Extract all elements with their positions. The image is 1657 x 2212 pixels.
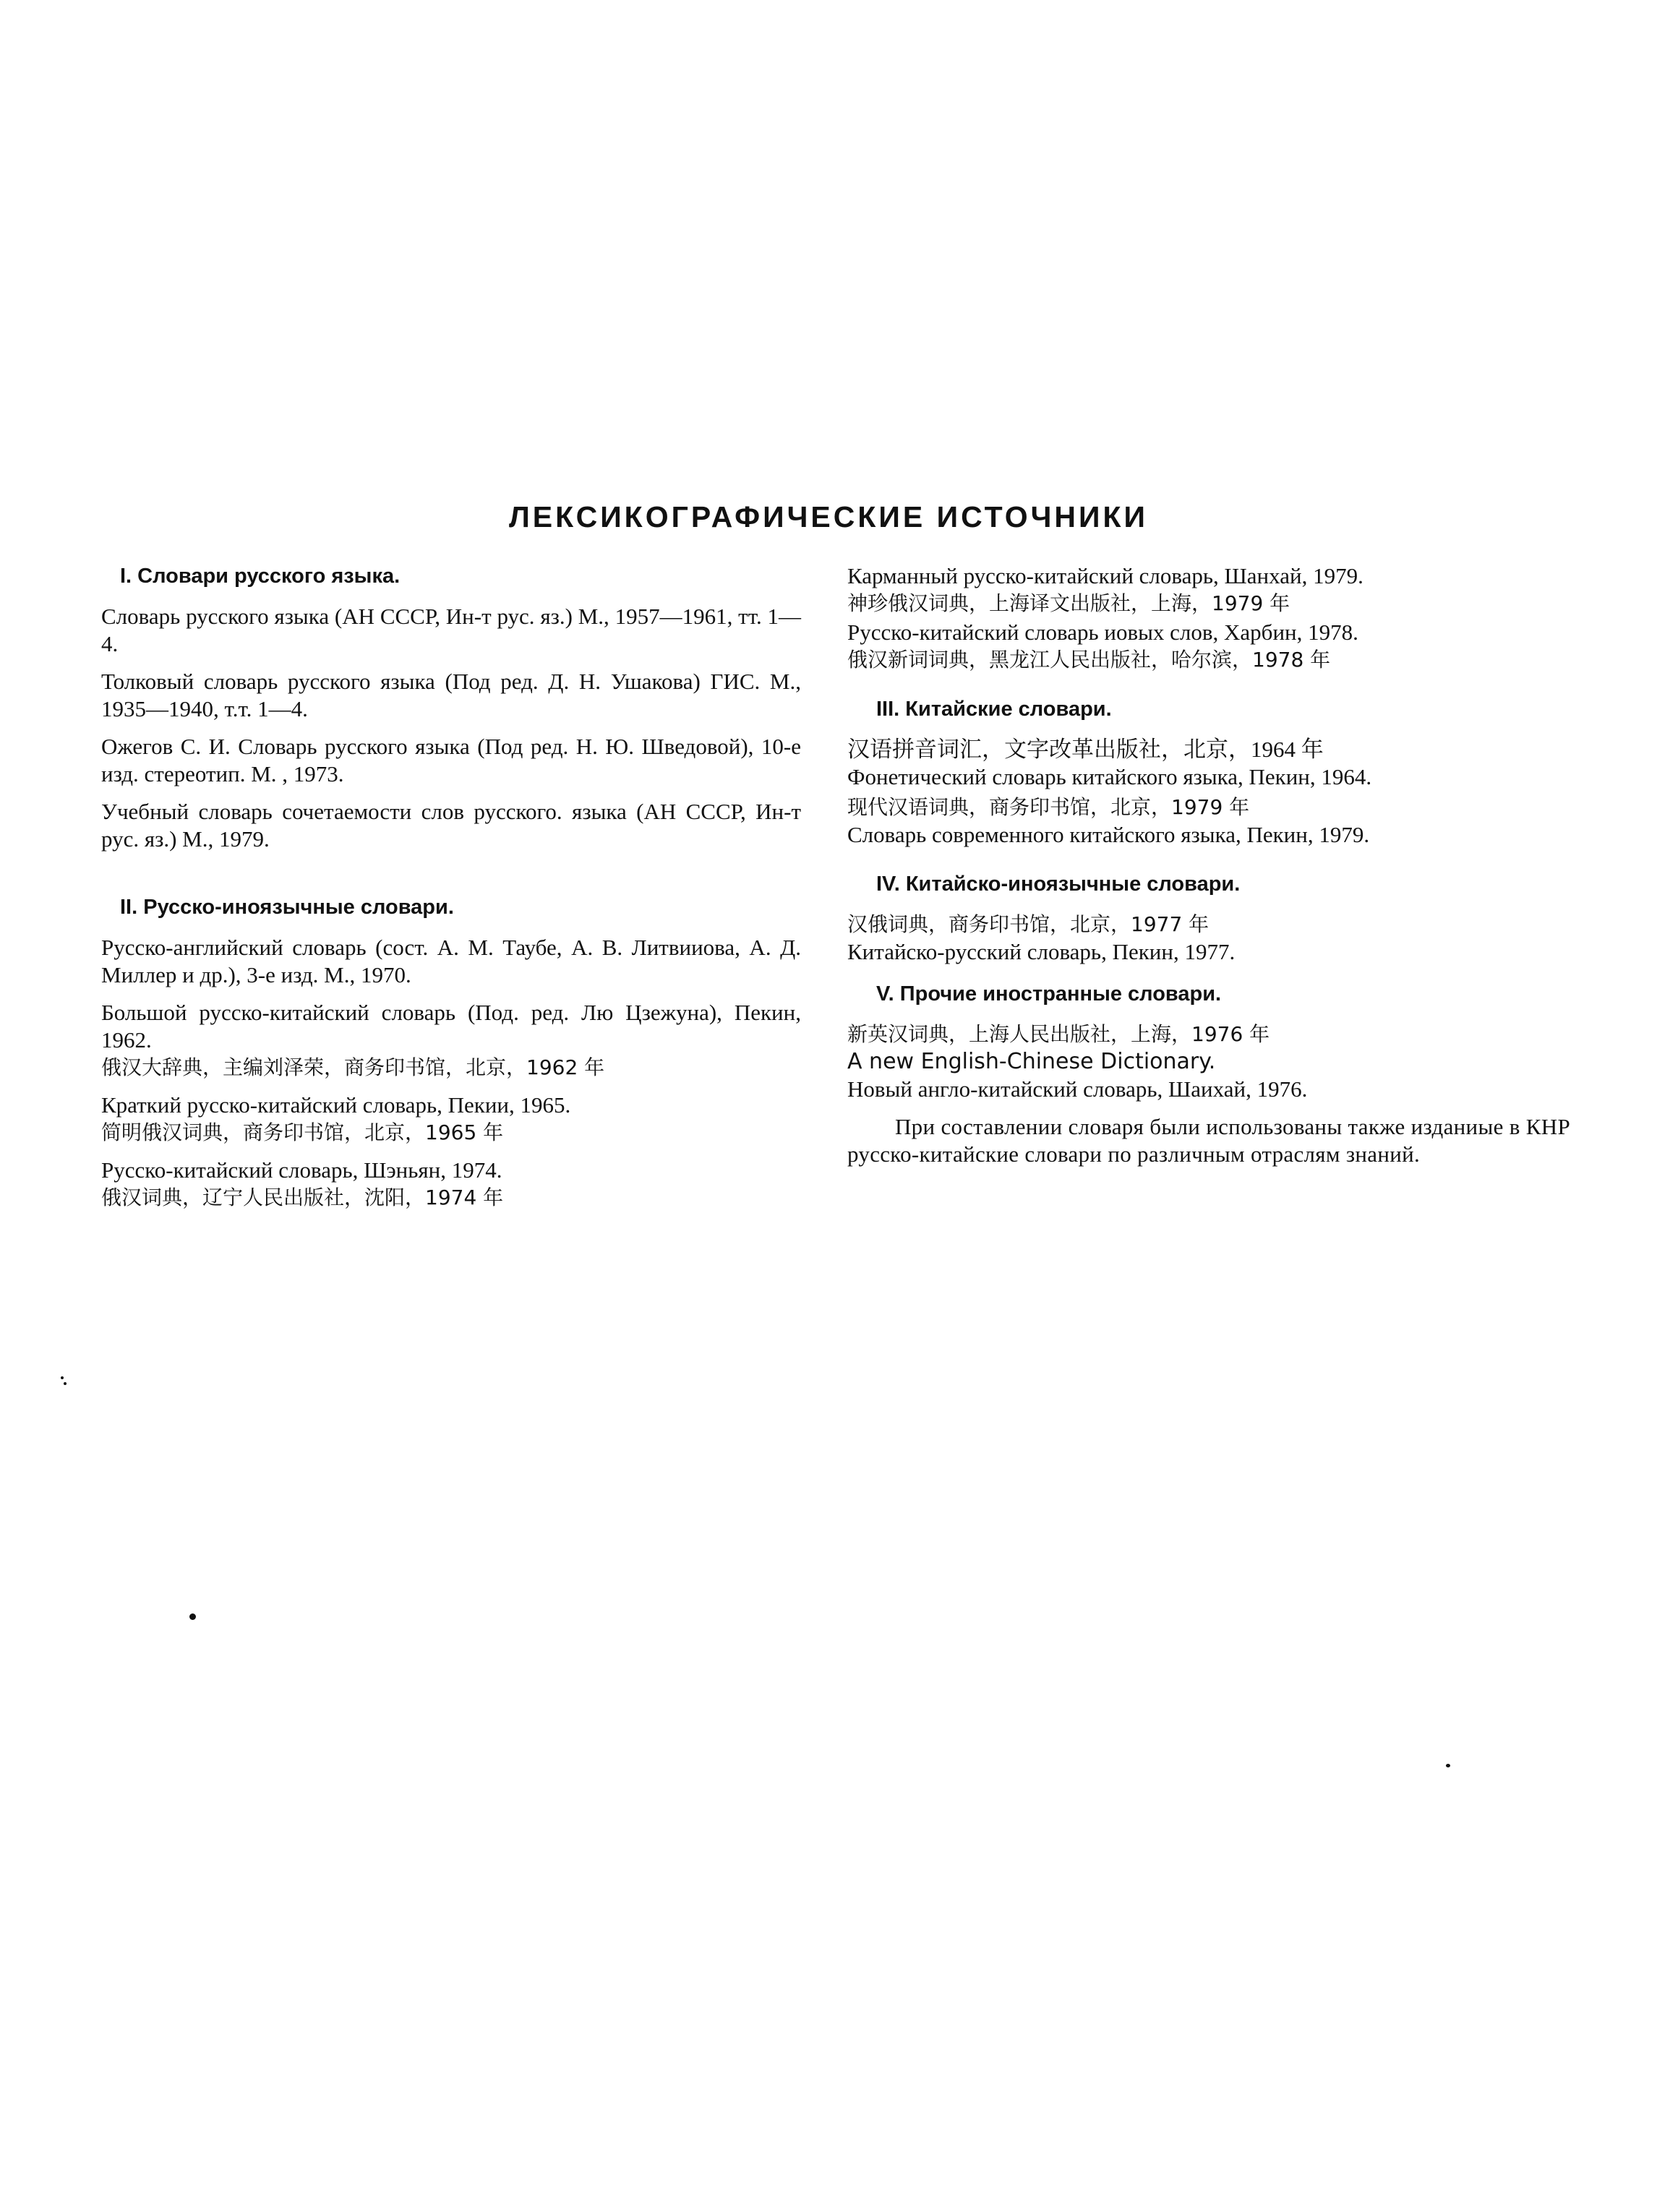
section-heading: V. Прочие иностранные словари.: [876, 982, 1222, 1006]
section-continued-entries: [847, 562, 1570, 674]
bib-entry-chinese: 俄汉新词词典，黑龙江人民出版社，哈尔滨，1978 年: [847, 648, 1331, 672]
bib-entry-chinese: 俄汉大辞典，主编刘泽荣，商务印书馆，北京，1962 年: [101, 1055, 605, 1079]
section-russian-foreign-dictionaries: [101, 893, 801, 1212]
bib-entry-chinese: 现代汉语词典，商务印书馆，北京，1979 年: [847, 795, 1250, 819]
section-heading: II. Русско-иноязычные словари.: [120, 896, 454, 919]
page-title: ЛЕКСИКОГРАФИЧЕСКИЕ ИСТОЧНИКИ: [509, 500, 1148, 533]
bib-entry: Учебный словарь сочетаемости слов русского. языка (АН СССР, Ин-т рус. яз.) М., 1979.: [101, 799, 801, 852]
bib-entry: Краткий русско-китайский словарь, Пекии, 1965.: [101, 1092, 571, 1118]
scan-speck: [1446, 1764, 1450, 1767]
bib-entry-chinese: 俄汉词典，辽宁人民出版社，沈阳，1974 年: [101, 1186, 504, 1209]
bib-entry: Китайско-русский словарь, Пекин, 1977.: [847, 939, 1236, 964]
bib-entry-chinese: 新英汉词典，上海人民出版社，上海，1976 年: [847, 1022, 1270, 1046]
bib-entry: Ожегов С. И. Словарь русского языка (Под ред. Н. Ю. Шведовой), 10-е изд. стереотип. М. , 1973.: [101, 734, 801, 786]
section-chinese-foreign-dictionaries: [847, 870, 1570, 966]
section-heading: III. Китайские словари.: [876, 698, 1112, 721]
bib-entry: Русско-китайский словарь иовых слов, Харбин, 1978.: [847, 620, 1358, 645]
closing-note: При составлении словаря были использованы также изданиые в КНР русско-китайские словари по различным отраслям знаний.: [847, 1114, 1570, 1167]
section-other-foreign-dictionaries: [847, 980, 1570, 1168]
scan-speck: [64, 1382, 67, 1385]
section-chinese-dictionaries: [847, 695, 1570, 849]
right-column: [847, 562, 1570, 1188]
bib-entry-chinese: 神珍俄汉词典，上海译文出版社，上海，1979 年: [847, 591, 1290, 615]
scan-speck: [61, 1376, 64, 1379]
left-column: [101, 562, 801, 1232]
section-russian-dictionaries: [101, 562, 801, 853]
bib-entry-chinese: 汉语拼音词汇，文字改革出版社，北京，1964 年: [847, 737, 1324, 762]
bib-entry-chinese: 简明俄汉词典，商务印书馆，北京，1965 年: [101, 1120, 504, 1144]
bib-entry-chinese: 汉俄词典，商务印书馆，北京，1977 年: [847, 912, 1209, 936]
bib-entry: Большой русско-китайский словарь (Под. ред. Лю Цзежуна), Пекин, 1962.: [101, 1000, 801, 1053]
bib-entry: Карманный русско-китайский словарь, Шанхай, 1979.: [847, 563, 1363, 588]
bib-entry: Новый англо-китайский словарь, Шаихай, 1976.: [847, 1076, 1308, 1102]
bib-entry: Фонетический словарь китайского языка, Пекин, 1964.: [847, 764, 1372, 789]
section-heading: IV. Китайско-иноязычные словари.: [876, 873, 1241, 896]
bib-entry: Русско-китайский словарь, Шэньян, 1974.: [101, 1157, 502, 1183]
bib-entry: A new English-Chinese Dictionary.: [847, 1049, 1216, 1074]
bib-entry: Словарь современного китайского языка, Пекин, 1979.: [847, 822, 1370, 847]
bib-entry: Русско-английский словарь (сост. А. М. Таубе, А. В. Литвииова, А. Д. Миллер и др.), 3-е изд. М., 1970.: [101, 935, 801, 987]
bib-entry: Толковый словарь русского языка (Под ред. Д. Н. Ушакова) ГИС. М., 1935—1940, т.т. 1—4.: [101, 669, 801, 721]
scan-speck: [189, 1613, 196, 1620]
section-heading: I. Словари русского языка.: [120, 565, 401, 588]
bib-entry: Словарь русского языка (АН СССР, Ин-т рус. яз.) М., 1957—1961, тт. 1—4.: [101, 604, 801, 656]
